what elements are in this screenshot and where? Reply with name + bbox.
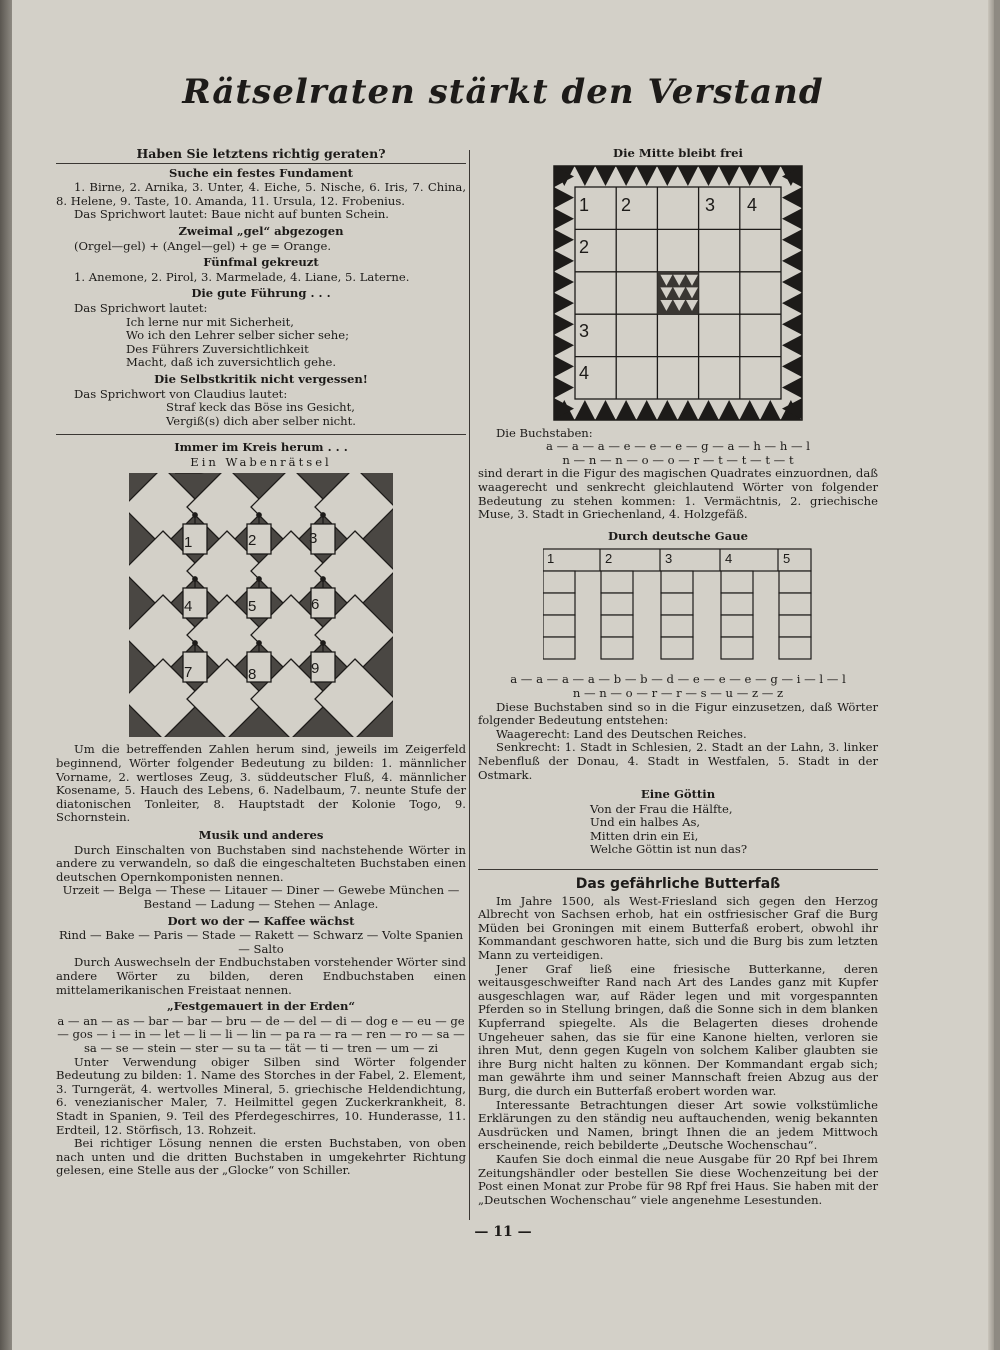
page-number: — 11 —: [474, 1224, 532, 1240]
s4-line: Ich lerne nur mit Sicherheit,: [126, 314, 294, 329]
letter-cell: [721, 571, 753, 593]
hex-number: 2: [248, 532, 257, 550]
left-column: [56, 144, 466, 1178]
s5-line: Vergiß(s) dich aber selber nicht.: [166, 413, 356, 428]
s4-line: Des Führers Zuversichtlichkeit: [126, 341, 309, 356]
hex-title: Immer im Kreis herum . . .: [174, 440, 348, 455]
pointer-dot: [257, 513, 261, 517]
magic-number: 3: [579, 320, 590, 341]
erden-text2: Bei richtiger Lösung nennen die ersten Buchstaben, von oben nach unten und die dritten Buchstaben in umgekehrter Richtung gelesen, eine Stelle aus der „Glocke“ von Schiller.: [56, 1136, 466, 1178]
gaue-senkrecht: Senkrecht: 1. Stadt in Schlesien, 2. Stadt an der Lahn, 3. linker Nebenfluß der Donau, 4. Stadt in Westfalen, 5. Stadt in der Ostmark.: [478, 740, 878, 782]
hex-number: 9: [311, 660, 320, 678]
mitte-title: Die Mitte bleibt frei: [613, 146, 743, 160]
hex-number: 1: [184, 534, 193, 552]
magic-square-figure: [553, 165, 803, 421]
s1-text: 1. Birne, 2. Arnika, 3. Unter, 4. Eiche, 5. Nische, 6. Iris, 7. China, 8. Helene, 9. Taste, 10. Amanda, 11. Ursula, 12. Frobenius.: [56, 180, 466, 208]
erden-title: „Festgemauert in der Erden“: [166, 999, 356, 1014]
hex-number: 3: [309, 530, 318, 548]
page-edge: [988, 0, 994, 1350]
magazine-page: [12, 0, 994, 1350]
letter-cell: [543, 615, 575, 637]
s1-title: Suche ein festes Fundament: [168, 165, 354, 180]
goettin-line: Mitten drin ein Ei,: [590, 828, 699, 843]
hex-number: 8: [248, 666, 257, 684]
magic-number: 3: [705, 194, 716, 215]
right-column: [478, 144, 878, 1207]
letter-cell: [661, 593, 693, 615]
divider: [478, 869, 878, 870]
pointer-dot: [257, 641, 261, 645]
pointer-dot: [193, 577, 197, 581]
letter-cell: [543, 637, 575, 659]
gaue-waagerecht: Waagerecht: Land des Deutschen Reiches.: [496, 726, 747, 741]
hex-text: Um die betreffenden Zahlen herum sind, jeweils im Zeigerfeld beginnend, Wörter folgender Bedeutung zu bilden: 1. männlicher Vorname, 2. wertloses Zeug, 3. süddeutscher Fluß, 4. männlicher Kosename, 5. Hauch des Lebens, 6. Nadelbaum, 7. neunte Stufe der diatonischen Tonleiter, 8. Hauptstadt der Kolonie Togo, 9. Schornstein.: [56, 742, 466, 825]
magic-number: 1: [579, 194, 590, 215]
mitte-text: sind derart in die Figur des magischen Quadrates einzuordnen, daß waagerecht und senkrecht gleichlautend Wörter von folgender Bedeutung zu stehen kommen: 1. Vermächtnis, 2. griechische Muse, 3. Stadt in Griechenland, 4. Holzgefäß.: [478, 466, 878, 522]
gaue-title: Durch deutsche Gaue: [607, 528, 749, 543]
musik-words: Urzeit — Belga — These — Litauer — Diner — Gewebe München — Bestand — Ladung — Stehen — Anlage.: [62, 883, 460, 911]
gaue-text: Diese Buchstaben sind so in die Figur einzusetzen, daß Wörter folgender Bedeutung entstehen:: [478, 699, 878, 728]
letter-cell: [721, 637, 753, 659]
pointer-dot: [257, 577, 261, 581]
pointer-dot: [193, 513, 197, 517]
s1-proverb: Das Sprichwort lautet: Baue nicht auf bunten Schein.: [74, 207, 389, 222]
musik-text: Durch Einschalten von Buchstaben sind nachstehende Wörter in andere zu verwandeln, so daß die eingeschalteten Buchstaben einen deutschen Opernkomponisten nennen.: [56, 842, 466, 884]
letter-cell: [779, 615, 811, 637]
divider: [56, 434, 466, 435]
s2-title: Zweimal „gel“ abgezogen: [178, 223, 344, 238]
magic-number: 4: [747, 194, 758, 215]
gaue-letters-2: n — n — o — r — r — s — u — z — z: [572, 685, 784, 700]
erden-text: Unter Verwendung obiger Silben sind Wörter folgender Bedeutung zu bilden: 1. Name des Storches in der Fabel, 2. Element, 3. Turngerät, 4. wertvolles Mineral, 5. griechische Heldendichtung, 6. venezianischer Maler, 7. Heilmittel gegen Zuckerkrankheit, 8. Stadt in Spanien, 9. Teil des Pferdegeschirres, 10. Hunderasse, 11. Erdteil, 12. Störfisch, 13. Rohzeit.: [56, 1054, 466, 1137]
gaue-number: 3: [665, 551, 673, 567]
butter-p3: Interessante Betrachtungen dieser Art sowie volkstümliche Erklärungen zu den ständig neu auftauchenden, wenig bekannten Ausdrücken und Namen, bringt Ihnen die an jedem Mittwoch erscheinende, reich bebilderte „Deutsche Wochenschau“.: [478, 1097, 878, 1153]
butter-p4: Kaufen Sie doch einmal die neue Ausgabe für 20 Rpf bei Ihrem Zeitungshändler oder bestellen Sie diese Wochenzeitung bei der Post einen Monat zur Probe für 98 Rpf frei Haus. Sie haben mit der „Deutschen Wochenschau“ viele angenehme Lesestunden.: [478, 1151, 878, 1207]
letter-cell: [543, 571, 575, 593]
s3-text: 1. Anemone, 2. Pirol, 3. Marmelade, 4. Liane, 5. Laterne.: [74, 269, 410, 284]
musik-title: Musik und anderes: [198, 828, 324, 843]
hex-subtitle: Ein Wabenrätsel: [190, 454, 332, 469]
letter-cell: [601, 571, 633, 593]
s4-intro: Das Sprichwort lautet:: [74, 300, 208, 315]
magic-number: 2: [579, 236, 590, 257]
goettin-title: Eine Göttin: [640, 787, 716, 802]
letter-cell: [661, 615, 693, 637]
column-divider: [469, 150, 470, 1220]
letter-cell: [779, 593, 811, 615]
kaffee-title: Dort wo der — Kaffee wächst: [167, 913, 355, 928]
mitte-letters-2: n — n — n — o — o — r — t — t — t — t: [562, 452, 794, 467]
s4-title: Die gute Führung . . .: [191, 286, 331, 301]
gaue-number: 1: [547, 551, 555, 567]
s5-intro: Das Sprichwort von Claudius lautet:: [74, 386, 288, 401]
butter-title: Das gefährliche Butterfaß: [575, 876, 781, 893]
kaffee-words: Rind — Bake — Paris — Stade — Rakett — Schwarz — Volte Spanien — Salto: [58, 928, 464, 956]
gaue-number: 5: [783, 551, 791, 567]
hex-number: 6: [311, 596, 320, 614]
s4-line: Wo ich den Lehrer selber sicher sehe;: [126, 328, 350, 343]
s5-title: Die Selbstkritik nicht vergessen!: [154, 371, 368, 386]
letter-cell: [721, 615, 753, 637]
magic-number: 4: [579, 362, 590, 383]
letter-cell: [601, 593, 633, 615]
binding-spine: [0, 0, 12, 1350]
letter-cell: [779, 637, 811, 659]
goettin-line: Welche Göttin ist nun das?: [590, 842, 748, 857]
mitte-letters-intro: Die Buchstaben:: [496, 425, 593, 440]
s5-line: Straf keck das Böse ins Gesicht,: [166, 400, 355, 415]
letter-cell: [661, 571, 693, 593]
goettin-line: Und ein halbes As,: [590, 815, 701, 830]
s4-line: Macht, daß ich zuversichtlich gehe.: [126, 355, 337, 370]
erden-syllables: a — an — as — bar — bar — bru — de — del — di — dog e — eu — ge — gos — i — in — let — li — li — lin — pa ra — ra — ren — ro — sa — sa — se — stein — ster — su ta — tät — ti — tren — um — zi: [57, 1013, 465, 1055]
gaue-number: 4: [725, 551, 733, 567]
page-title: Rätselraten stärkt den Verstand: [182, 72, 824, 112]
s3-title: Fünfmal gekreuzt: [203, 255, 319, 270]
butter-p2: Jener Graf ließ eine friesische Butterkanne, deren weitausgeschweifter Rand nach Art des Landes ganz mit Kupfer ausgeschlagen war, auf Räder legen und mit vorgespannten Pferden so in Stellung bringen, daß die Sonne sich in dem blanken Kupferrand spiegelte. Als die Belagerten dieses drohende Ungeheuer sahen, das sie für eine Kanone hielten, verloren sie ihren Mut, denn gegen Kugeln von solchem Kaliber glaubten sie ihre Burg nicht halten zu können. Der Kommandant ergab sich; man gewährte ihm und seiner Mannschaft freien Abzug aus der Burg, die durch ein Butterfaß erobert worden war.: [478, 961, 878, 1098]
hex-number: 7: [184, 664, 193, 682]
mitte-letters-1: a — a — a — e — e — e — g — a — h — h — l: [546, 439, 810, 454]
gaue-number: 2: [605, 551, 613, 567]
goettin-line: Von der Frau die Hälfte,: [590, 801, 733, 816]
letter-cell: [601, 637, 633, 659]
top-row: [543, 549, 811, 571]
divider: [56, 163, 466, 164]
kaffee-text: Durch Auswechseln der Endbuchstaben vorstehender Wörter sind andere Wörter zu bilden, deren Endbuchstaben einen mittelamerikanischen Freistaat nennen.: [56, 955, 466, 997]
letter-cell: [779, 571, 811, 593]
letter-cell: [661, 637, 693, 659]
solutions-heading: Haben Sie letztens richtig geraten?: [136, 146, 386, 161]
gaue-letters-1: a — a — a — a — b — b — d — e — e — e — g — i — l — l: [510, 672, 846, 687]
magic-number: 2: [621, 194, 632, 215]
letter-cell: [601, 615, 633, 637]
hex-number: 5: [248, 598, 257, 616]
s2-text: (Orgel—gel) + (Angel—gel) + ge = Orange.: [74, 238, 332, 253]
pointer-dot: [321, 513, 325, 517]
gaue-grid-figure: [543, 547, 813, 667]
hex-number: 4: [184, 598, 193, 616]
pointer-dot: [321, 641, 325, 645]
pointer-dot: [321, 577, 325, 581]
butter-p1: Im Jahre 1500, als West-Friesland sich gegen den Herzog Albrecht von Sachsen erhob, hat ein ostfriesischer Graf die Burg Müden bei Groningen mit einem Butterfaß erobert, obwohl ihr Kommandant geschworen hatte, sich und die Burg bis zum letzten Mann zu verteidigen.: [478, 893, 878, 963]
letter-cell: [543, 593, 575, 615]
letter-cell: [721, 593, 753, 615]
honeycomb-puzzle-figure: [129, 473, 393, 737]
pointer-dot: [193, 641, 197, 645]
